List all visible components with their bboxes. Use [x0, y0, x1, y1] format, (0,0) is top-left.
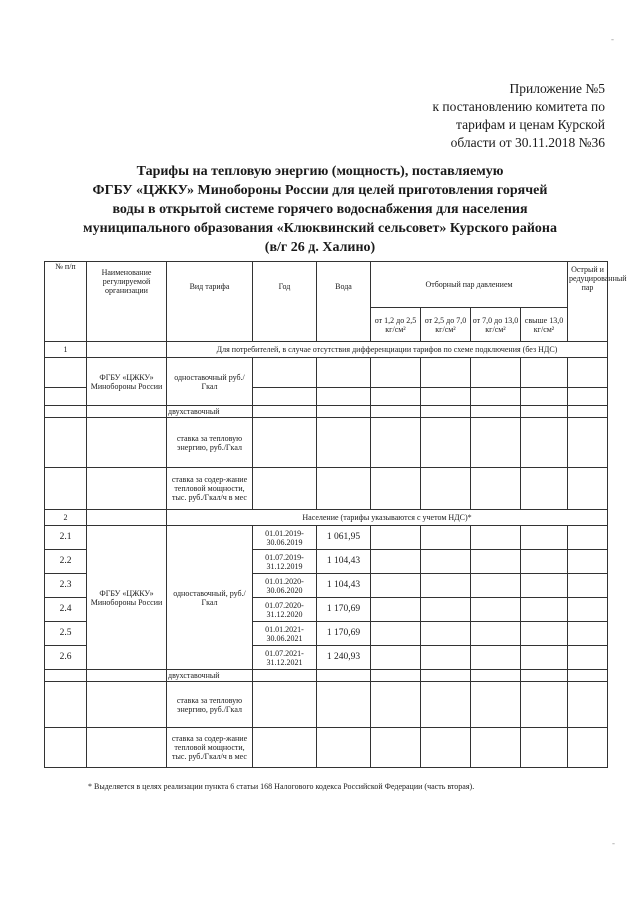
header-organization: Наименование регулируемой организации: [87, 262, 167, 342]
corner-mark-top: -: [611, 34, 614, 44]
appendix-line: области от 30.11.2018 №36: [450, 135, 605, 150]
appendix-line: Приложение №5: [509, 81, 605, 96]
power-rate-label: ставка за содер-жание тепловой мощности, тыс. руб./Гкал/ч в мес: [167, 728, 253, 768]
heat-rate-label: ставка за тепловую энергию, руб./Гкал: [167, 418, 253, 468]
tariff-value: 1 170,69: [317, 598, 371, 622]
period-cell: 01.01.2021-30.06.2021: [253, 622, 317, 646]
title-line: Тарифы на тепловую энергию (мощность), поставляемую: [136, 164, 504, 179]
period-cell: 01.01.2020-30.06.2020: [253, 574, 317, 598]
header-water: Вода: [317, 262, 371, 342]
single-rate-label: одноставочный, руб./Гкал: [167, 526, 253, 670]
tariff-value: 1 104,43: [317, 574, 371, 598]
section-num: 2: [45, 510, 87, 526]
heat-rate-label: ставка за тепловую энергию, руб./Гкал: [167, 682, 253, 728]
period-cell: 01.07.2021-31.12.2021: [253, 646, 317, 670]
organization-name: ФГБУ «ЦЖКУ» Минобороны России: [87, 358, 167, 406]
header-pressure-4: свыше 13,0 кг/см²: [521, 308, 568, 342]
header-tariff-type: Вид тарифа: [167, 262, 253, 342]
header-sharp-steam: Острый и редуцированный пар: [568, 262, 608, 342]
section-title: Для потребителей, в случае отсутствия дифференциации тарифов по схеме подключения (без НДС): [167, 342, 608, 358]
corner-mark-bottom: -: [612, 838, 615, 848]
header-steam: Отборный пар давлением: [371, 262, 568, 308]
appendix-reference: [345, 80, 605, 152]
row-num: 2.3: [45, 574, 87, 598]
organization-name: ФГБУ «ЦЖКУ» Минобороны России: [87, 526, 167, 670]
header-pressure-3: от 7,0 до 13,0 кг/см²: [471, 308, 521, 342]
title-line: ФГБУ «ЦЖКУ» Минобороны России для целей приготовления горячей: [92, 183, 548, 198]
appendix-line: тарифам и ценам Курской: [456, 117, 605, 132]
appendix-line: к постановлению комитета по: [432, 99, 605, 114]
tariff-value: 1 104,43: [317, 550, 371, 574]
section-num: 1: [45, 342, 87, 358]
header-year: Год: [253, 262, 317, 342]
period-cell: 01.07.2019-31.12.2019: [253, 550, 317, 574]
title-line: муниципального образования «Клюквинский сельсовет» Курского района: [83, 221, 557, 236]
row-num: 2.4: [45, 598, 87, 622]
document-title: [70, 162, 570, 257]
two-rate-label: двухставочный: [167, 670, 253, 682]
tariff-table: [44, 261, 627, 768]
header-pressure-2: от 2,5 до 7,0 кг/см²: [421, 308, 471, 342]
tariff-value: 1 170,69: [317, 622, 371, 646]
row-num: 2.5: [45, 622, 87, 646]
period-cell: 01.07.2020-31.12.2020: [253, 598, 317, 622]
period-cell: 01.01.2019-30.06.2019: [253, 526, 317, 550]
section-title: Население (тарифы указываются с учетом НДС)*: [167, 510, 608, 526]
row-num: 2.1: [45, 526, 87, 550]
row-num: 2.6: [45, 646, 87, 670]
tariff-value: 1 061,95: [317, 526, 371, 550]
header-num: № п/п: [45, 262, 87, 342]
title-line: (в/г 26 д. Халино): [264, 240, 376, 255]
two-rate-label: двухставочный: [167, 406, 253, 418]
power-rate-label: ставка за содер-жание тепловой мощности, тыс. руб./Гкал/ч в мес: [167, 468, 253, 510]
header-pressure-1: от 1,2 до 2,5 кг/см²: [371, 308, 421, 342]
row-num: 2.2: [45, 550, 87, 574]
tariff-value: 1 240,93: [317, 646, 371, 670]
title-line: воды в открытой системе горячего водоснабжения для населения: [112, 202, 528, 217]
single-rate-label: одноставочный руб./Гкал: [167, 358, 253, 406]
footnote: * Выделяется в целях реализации пункта 6 статьи 168 Налогового кодекса Российской Федерации (часть вторая).: [88, 782, 475, 791]
